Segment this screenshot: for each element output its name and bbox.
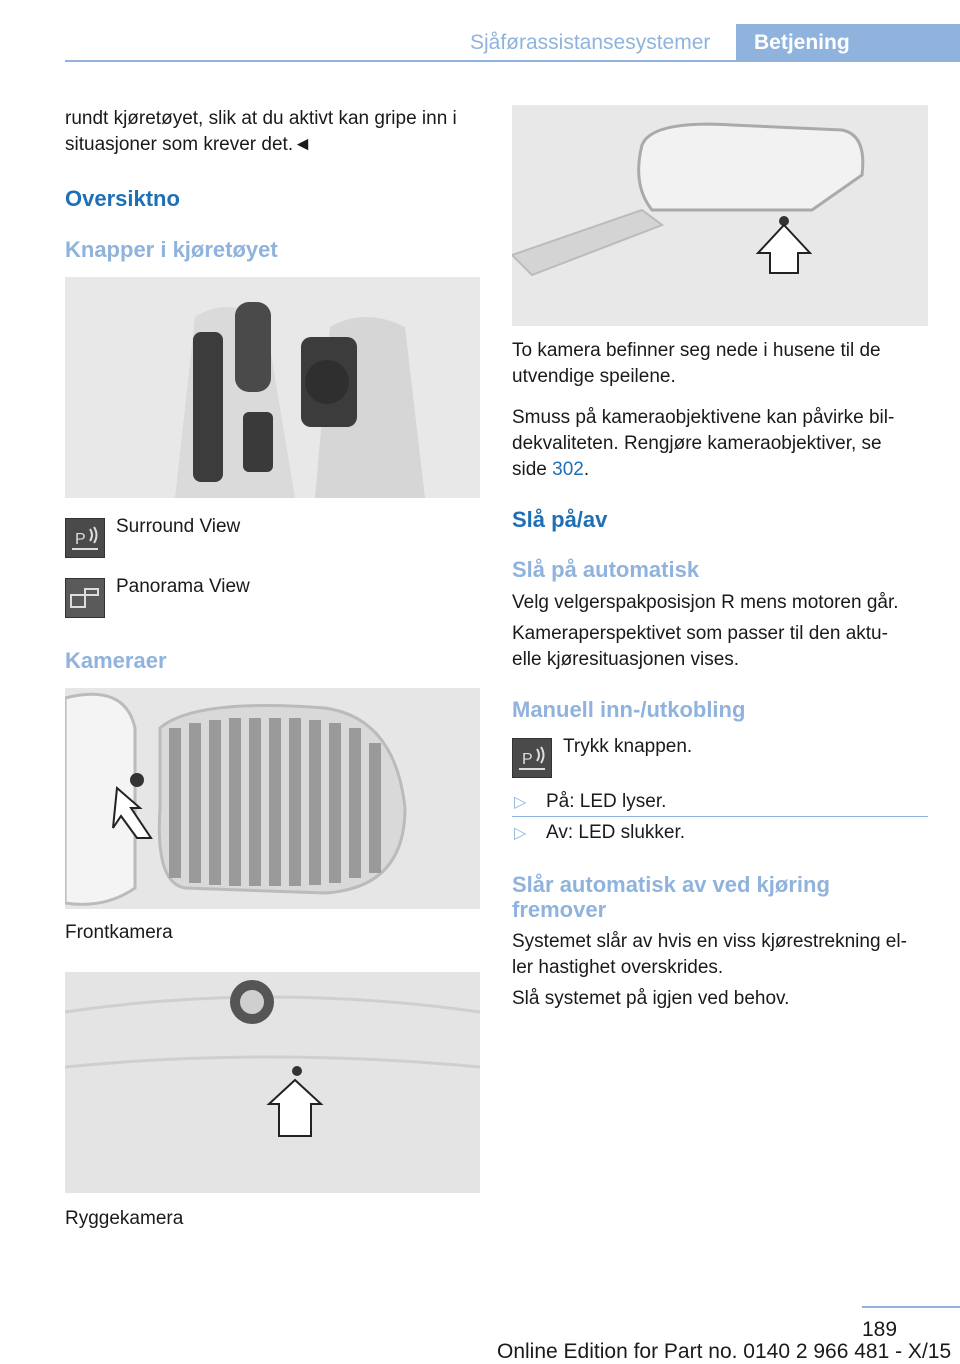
onoff-heading: Slå på/av	[512, 507, 608, 532]
console-buttons-image	[65, 277, 480, 498]
overview-heading: Oversiktno	[65, 186, 180, 211]
mirror-text-line-1: To kamera befinner seg nede i husene til de	[512, 340, 881, 361]
header-section-title: Sjåførassistansesystemer	[470, 31, 711, 54]
auto-on-heading: Slå på automatisk	[512, 557, 700, 582]
dirt-text-line-2: dekvaliteten. Rengjøre kameraobjektiver, se	[512, 433, 882, 454]
footer-rule	[862, 1306, 960, 1308]
header-tab-label: Betjening	[754, 31, 850, 54]
header-tab	[736, 24, 960, 62]
svg-text:P: P	[522, 751, 533, 768]
bullet-on-text: På: LED lyser.	[546, 791, 667, 812]
dirt-text-line-3	[512, 457, 589, 483]
intro-line-2: situasjoner som krever det.◄	[65, 134, 312, 155]
surround-view-button-icon	[512, 738, 552, 778]
header-rule	[65, 60, 960, 62]
bullet-triangle-icon: ▷	[514, 825, 527, 842]
surround-view-icon	[65, 518, 105, 558]
bullet-triangle-icon: ▷	[514, 794, 527, 811]
bullet-divider	[512, 816, 928, 817]
panorama-view-label: Panorama View	[116, 576, 250, 597]
intro-line-1: rundt kjøretøyet, slik at du aktivt kan gripe inn i	[65, 108, 457, 129]
mirror-camera-image	[512, 105, 928, 326]
auto-off-heading	[512, 872, 830, 922]
press-button-text: Trykk knappen.	[563, 736, 693, 757]
page-number: 189	[862, 1318, 898, 1341]
page-302-link[interactable]: 302	[552, 459, 584, 480]
perspective-line-2: elle kjøresituasjonen vises.	[512, 649, 740, 670]
perspective-line-1: Kameraperspektivet som passer til den aktu-	[512, 623, 888, 644]
auto-off-heading-line-1: Slår automatisk av ved kjøring	[512, 872, 830, 897]
dirt-text-suffix: .	[583, 459, 590, 480]
rear-camera-caption: Ryggekamera	[65, 1208, 184, 1229]
bullet-off-text: Av: LED slukker.	[546, 822, 686, 843]
svg-text:P: P	[75, 531, 86, 548]
dirt-text-line-1: Smuss på kameraobjektivene kan påvirke bil-	[512, 407, 895, 428]
cameras-heading: Kameraer	[65, 648, 167, 673]
surround-view-label: Surround View	[116, 516, 241, 537]
edition-text: Online Edition for Part no. 0140 2 966 481 - X/15	[497, 1340, 952, 1363]
mirror-text-line-2: utvendige speilene.	[512, 366, 676, 387]
auto-off-heading-line-2: fremover	[512, 897, 607, 922]
buttons-heading: Knapper i kjøretøyet	[65, 237, 278, 262]
auto-on-text: Velg velgerspakposisjon R mens motoren går.	[512, 592, 899, 613]
reenable-text: Slå systemet på igjen ved behov.	[512, 988, 790, 1009]
auto-off-text-line-2: ler hastighet overskrides.	[512, 957, 724, 978]
rear-camera-image	[65, 972, 480, 1193]
dirt-text-prefix: side	[512, 459, 553, 480]
manual-heading: Manuell inn-/utkobling	[512, 697, 746, 722]
panorama-view-icon	[65, 578, 105, 618]
front-camera-image	[65, 688, 480, 909]
auto-off-text-line-1: Systemet slår av hvis en viss kjørestrekning el-	[512, 931, 907, 952]
front-camera-caption: Frontkamera	[65, 922, 173, 943]
